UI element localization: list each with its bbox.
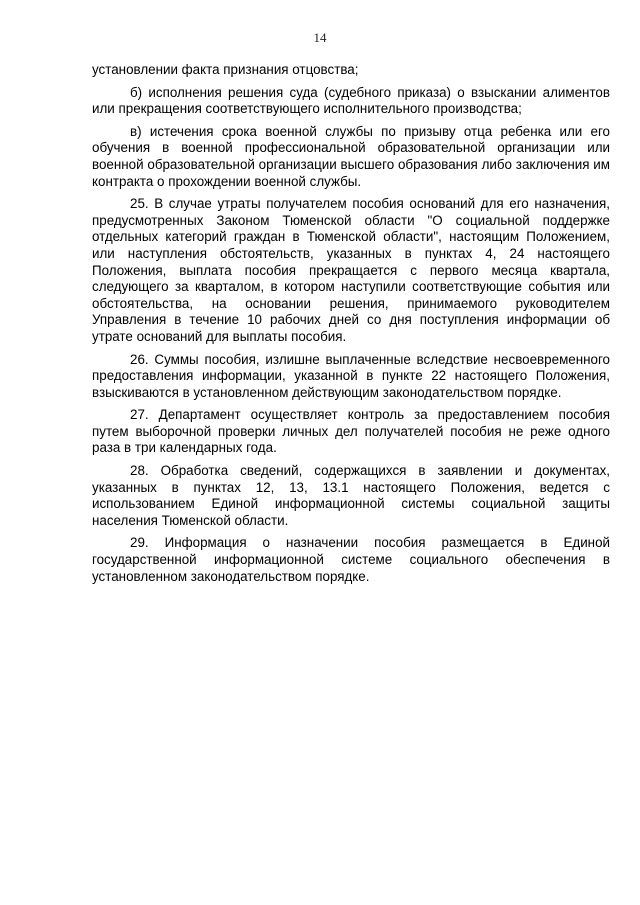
paragraph-27: 27. Департамент осуществляет контроль за предоставлением пособия путем выборочной проверки личных дел получателей пособия не реже одного раза в три календарных года. (92, 407, 610, 456)
paragraph-continuation: установлении факта признания отцовства; (92, 62, 359, 77)
paragraph-26: 26. Суммы пособия, излишне выплаченные вследствие несвоевременного предоставления информации, указанной в пункте 22 настоящего Положения, взыскиваются в установленном действующим законодательством порядке. (92, 351, 610, 400)
paragraph-25: 25. В случае утраты получателем пособия оснований для его назначения, предусмотренных Законом Тюменской области "О социальной поддержке отдельных категорий граждан в Тюменской области", настоящим Положением, или наступления обстоятельств, указанных в пунктах 4, 24 настоящего Положения, выплата пособия прекращается с первого месяца квартала, следующего за кварталом, в котором наступили соответствующие события или обстоятельства, на основании решения, принимаемого руководителем Управления в течение 10 рабочих дней со дня поступления информации об утрате оснований для выплаты пособия. (92, 196, 610, 344)
document-body (92, 62, 610, 591)
paragraph-29: 29. Информация о назначении пособия размещается в Единой государственной информационной системе социального обеспечения в установленном законодательством порядке. (92, 535, 610, 584)
page-number: 14 (313, 30, 327, 45)
paragraph-item-b: б) исполнения решения суда (судебного приказа) о взыскании алиментов или прекращения соответствующего исполнительного производства; (92, 84, 610, 117)
paragraph-item-v: в) истечения срока военной службы по призыву отца ребенка или его обучения в военной профессиональной образовательной организации или военной образовательной организации высшего образования либо заключения им контракта о прохождении военной службы. (92, 123, 610, 189)
paragraph-28: 28. Обработка сведений, содержащихся в заявлении и документах, указанных в пунктах 12, 13, 13.1 настоящего Положения, ведется с использованием Единой информационной системы социальной защиты населения Тюменской области. (92, 463, 610, 528)
